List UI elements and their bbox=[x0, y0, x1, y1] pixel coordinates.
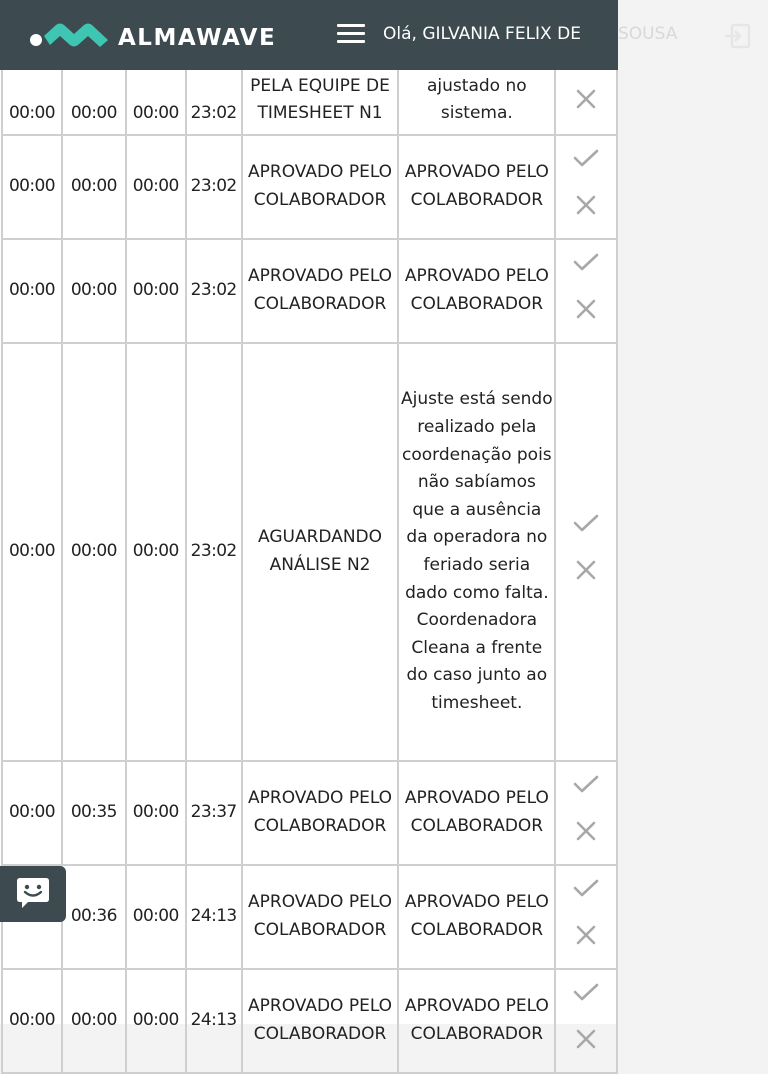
status-cell: APROVADO PELO COLABORADOR bbox=[242, 239, 399, 343]
logout-icon[interactable] bbox=[722, 22, 752, 50]
reject-x-icon[interactable] bbox=[575, 298, 597, 330]
justification-cell: APROVADO PELO COLABORADOR bbox=[398, 865, 555, 969]
timesheet-table bbox=[1, 30, 618, 1074]
actions-cell bbox=[555, 239, 617, 343]
time-cell: 00:00 bbox=[2, 239, 62, 343]
logo-text: ALMAWAVE bbox=[118, 24, 277, 51]
approve-check-icon[interactable] bbox=[573, 148, 599, 178]
approve-check-icon[interactable] bbox=[573, 252, 599, 282]
table-row bbox=[2, 865, 617, 969]
time-cell: 00:00 bbox=[62, 239, 126, 343]
time-cell: 00:00 bbox=[126, 239, 186, 343]
time-cell: 00:00 bbox=[126, 135, 186, 239]
time-cell: 00:00 bbox=[2, 135, 62, 239]
status-cell: APROVADO PELO COLABORADOR bbox=[242, 135, 399, 239]
table-row bbox=[2, 761, 617, 865]
status-cell: PELA EQUIPE DE TIMESHEET N1 bbox=[242, 31, 399, 135]
reject-x-icon[interactable] bbox=[575, 88, 597, 120]
chat-support-button[interactable] bbox=[0, 866, 66, 922]
time-cell: 23:02 bbox=[186, 135, 242, 239]
chat-bubble-smile-icon bbox=[13, 877, 53, 911]
justification-cell: APROVADO PELO COLABORADOR bbox=[398, 239, 555, 343]
status-cell: APROVADO PELO COLABORADOR bbox=[242, 969, 399, 1073]
approve-check-icon[interactable] bbox=[573, 982, 599, 1012]
time-cell: 23:37 bbox=[186, 761, 242, 865]
approve-check-icon[interactable] bbox=[573, 513, 599, 543]
table-row bbox=[2, 135, 617, 239]
status-cell: APROVADO PELO COLABORADOR bbox=[242, 865, 399, 969]
time-cell: 23:02 bbox=[186, 343, 242, 761]
approve-check-icon[interactable] bbox=[573, 878, 599, 908]
time-cell: 00:00 bbox=[62, 969, 126, 1073]
reject-x-icon[interactable] bbox=[575, 194, 597, 226]
justification-cell: APROVADO PELO COLABORADOR bbox=[398, 761, 555, 865]
justification-cell: APROVADO PELO COLABORADOR bbox=[398, 969, 555, 1073]
reject-x-icon[interactable] bbox=[575, 924, 597, 956]
approve-check-icon[interactable] bbox=[573, 774, 599, 804]
logo-wave-icon bbox=[28, 20, 112, 52]
justification-cell: ajustado no sistema. bbox=[398, 31, 555, 135]
actions-cell bbox=[555, 969, 617, 1073]
time-cell: 23:02 bbox=[186, 239, 242, 343]
time-cell: 00:00 bbox=[126, 969, 186, 1073]
justification-cell: Ajuste está sendo realizado pela coordenação pois não sabíamos que a ausência da operadora no feriado seria dado como falta. Coordenadora Cleana a frente do caso junto ao timesheet. bbox=[398, 343, 555, 761]
time-cell: 24:13 bbox=[186, 969, 242, 1073]
time-cell: 00:35 bbox=[62, 761, 126, 865]
user-greeting-overflow: SOUSA bbox=[618, 24, 678, 44]
time-cell: 00:00 bbox=[2, 969, 62, 1073]
time-cell: 00:00 bbox=[126, 31, 186, 135]
time-cell: 00:00 bbox=[62, 135, 126, 239]
actions-cell bbox=[555, 865, 617, 969]
time-cell: 00:00 bbox=[2, 31, 62, 135]
actions-cell bbox=[555, 135, 617, 239]
time-cell: 00:00 bbox=[62, 31, 126, 135]
actions-cell bbox=[555, 343, 617, 761]
actions-cell bbox=[555, 761, 617, 865]
table-row bbox=[2, 239, 617, 343]
time-cell: 00:00 bbox=[62, 343, 126, 761]
table-row bbox=[2, 343, 617, 761]
status-cell: APROVADO PELO COLABORADOR bbox=[242, 761, 399, 865]
almawave-logo[interactable] bbox=[28, 20, 276, 52]
time-cell: 00:36 bbox=[62, 865, 126, 969]
time-cell: 23:02 bbox=[186, 31, 242, 135]
table-row bbox=[2, 969, 617, 1073]
time-cell: 00:00 bbox=[2, 761, 62, 865]
top-navigation-bar bbox=[0, 0, 618, 70]
user-greeting: Olá, GILVANIA FELIX DE bbox=[383, 24, 581, 44]
reject-x-icon[interactable] bbox=[575, 559, 597, 591]
hamburger-menu-icon[interactable] bbox=[337, 24, 367, 46]
reject-x-icon[interactable] bbox=[575, 820, 597, 852]
time-cell: 24:13 bbox=[186, 865, 242, 969]
time-cell: 00:00 bbox=[126, 761, 186, 865]
time-cell: 00:00 bbox=[126, 343, 186, 761]
time-cell: 00:00 bbox=[126, 865, 186, 969]
justification-cell: APROVADO PELO COLABORADOR bbox=[398, 135, 555, 239]
time-cell: 00:00 bbox=[2, 343, 62, 761]
status-cell: AGUARDANDO ANÁLISE N2 bbox=[242, 343, 399, 761]
reject-x-icon[interactable] bbox=[575, 1028, 597, 1060]
